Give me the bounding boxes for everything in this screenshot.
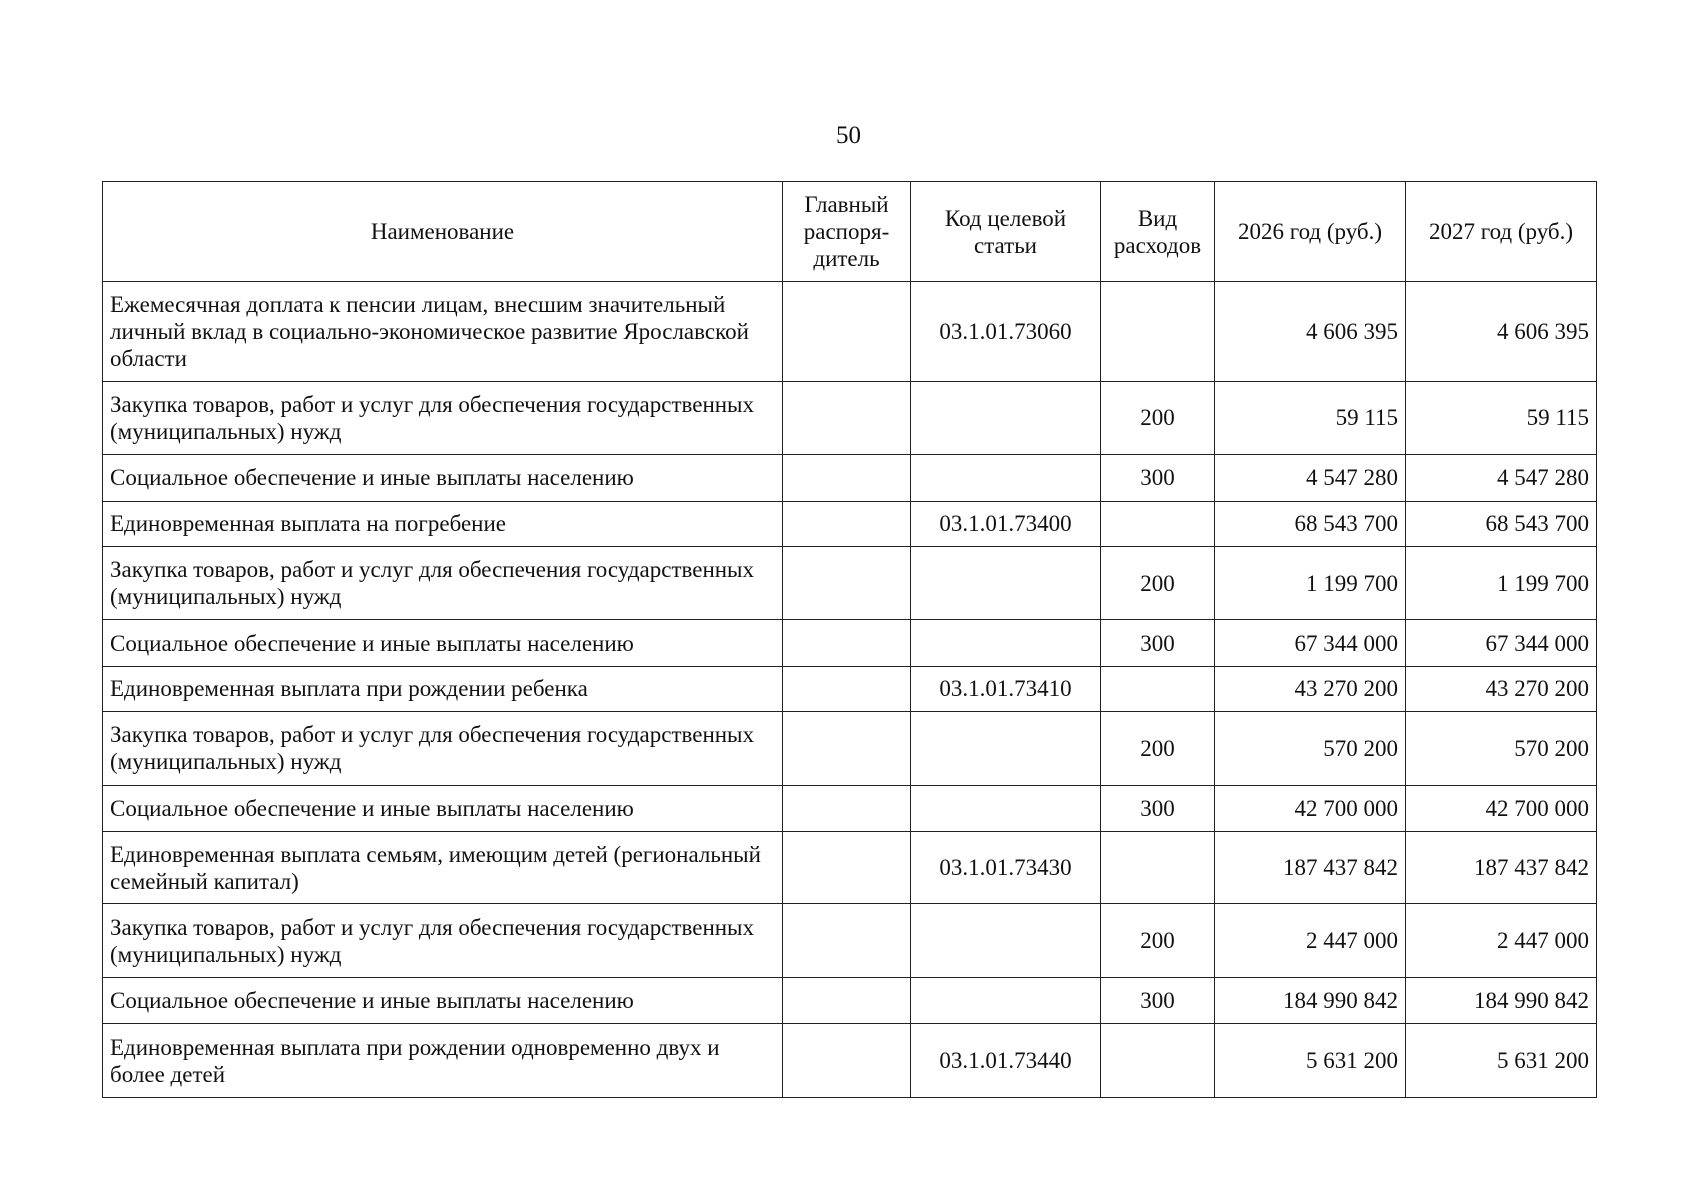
cell-2027: 1 199 700 <box>1406 546 1597 620</box>
cell-type <box>1101 501 1215 546</box>
cell-admin <box>783 978 911 1024</box>
table-row <box>103 904 1597 978</box>
table-row <box>103 455 1597 501</box>
cell-admin <box>783 1024 911 1098</box>
cell-name: Единовременная выплата при рождении одновременно двух и более детей <box>103 1024 783 1098</box>
cell-2026: 4 606 395 <box>1215 282 1406 382</box>
table-row <box>103 831 1597 904</box>
cell-name: Закупка товаров, работ и услуг для обеспечения государственных (муниципальных) нужд <box>103 546 783 620</box>
table-row <box>103 546 1597 620</box>
cell-2026: 42 700 000 <box>1215 785 1406 831</box>
header-admin: Главный распоря-дитель <box>783 182 911 282</box>
cell-code: 03.1.01.73410 <box>911 666 1101 711</box>
cell-name: Социальное обеспечение и иные выплаты населению <box>103 455 783 501</box>
cell-2027: 4 547 280 <box>1406 455 1597 501</box>
cell-type: 300 <box>1101 785 1215 831</box>
cell-2026: 43 270 200 <box>1215 666 1406 711</box>
cell-type <box>1101 666 1215 711</box>
cell-code <box>911 712 1101 786</box>
cell-admin <box>783 282 911 382</box>
cell-2027: 2 447 000 <box>1406 904 1597 978</box>
header-name: Наименование <box>103 182 783 282</box>
cell-admin <box>783 904 911 978</box>
cell-2027: 570 200 <box>1406 712 1597 786</box>
table-row <box>103 282 1597 382</box>
cell-2026: 1 199 700 <box>1215 546 1406 620</box>
cell-2026: 59 115 <box>1215 381 1406 455</box>
cell-2026: 2 447 000 <box>1215 904 1406 978</box>
table-header-row <box>103 182 1597 282</box>
cell-2026: 67 344 000 <box>1215 620 1406 666</box>
cell-2027: 43 270 200 <box>1406 666 1597 711</box>
cell-type: 200 <box>1101 381 1215 455</box>
cell-type: 300 <box>1101 620 1215 666</box>
cell-2026: 184 990 842 <box>1215 978 1406 1024</box>
table-row <box>103 666 1597 711</box>
cell-name: Единовременная выплата семьям, имеющим детей (региональный семейный капитал) <box>103 831 783 904</box>
cell-admin <box>783 455 911 501</box>
cell-name: Единовременная выплата на погребение <box>103 501 783 546</box>
table-row <box>103 712 1597 786</box>
cell-code <box>911 978 1101 1024</box>
header-code: Код целевой статьи <box>911 182 1101 282</box>
cell-name: Социальное обеспечение и иные выплаты населению <box>103 785 783 831</box>
header-type: Вид расходов <box>1101 182 1215 282</box>
cell-type: 300 <box>1101 978 1215 1024</box>
cell-type: 300 <box>1101 455 1215 501</box>
cell-type <box>1101 282 1215 382</box>
cell-admin <box>783 381 911 455</box>
table-row <box>103 501 1597 546</box>
table-row <box>103 1024 1597 1098</box>
cell-admin <box>783 666 911 711</box>
cell-code: 03.1.01.73440 <box>911 1024 1101 1098</box>
cell-code <box>911 620 1101 666</box>
table-row <box>103 381 1597 455</box>
cell-admin <box>783 831 911 904</box>
cell-admin <box>783 785 911 831</box>
cell-admin <box>783 712 911 786</box>
cell-name: Социальное обеспечение и иные выплаты населению <box>103 620 783 666</box>
budget-table <box>102 181 1597 1098</box>
cell-admin <box>783 546 911 620</box>
cell-name: Закупка товаров, работ и услуг для обеспечения государственных (муниципальных) нужд <box>103 381 783 455</box>
cell-admin <box>783 501 911 546</box>
cell-2026: 187 437 842 <box>1215 831 1406 904</box>
cell-name: Закупка товаров, работ и услуг для обеспечения государственных (муниципальных) нужд <box>103 712 783 786</box>
cell-name: Закупка товаров, работ и услуг для обеспечения государственных (муниципальных) нужд <box>103 904 783 978</box>
page-number: 50 <box>836 122 861 149</box>
cell-code <box>911 381 1101 455</box>
cell-2026: 4 547 280 <box>1215 455 1406 501</box>
cell-type <box>1101 831 1215 904</box>
cell-type: 200 <box>1101 904 1215 978</box>
table-body <box>103 282 1597 1098</box>
cell-2027: 187 437 842 <box>1406 831 1597 904</box>
cell-code: 03.1.01.73060 <box>911 282 1101 382</box>
cell-code: 03.1.01.73400 <box>911 501 1101 546</box>
header-2027: 2027 год (руб.) <box>1406 182 1597 282</box>
cell-2026: 5 631 200 <box>1215 1024 1406 1098</box>
cell-type: 200 <box>1101 712 1215 786</box>
cell-2027: 5 631 200 <box>1406 1024 1597 1098</box>
header-2026: 2026 год (руб.) <box>1215 182 1406 282</box>
cell-2027: 59 115 <box>1406 381 1597 455</box>
cell-2026: 68 543 700 <box>1215 501 1406 546</box>
cell-2027: 4 606 395 <box>1406 282 1597 382</box>
cell-code <box>911 546 1101 620</box>
cell-2027: 184 990 842 <box>1406 978 1597 1024</box>
table-row <box>103 978 1597 1024</box>
cell-name: Единовременная выплата при рождении ребенка <box>103 666 783 711</box>
cell-code <box>911 785 1101 831</box>
cell-name: Социальное обеспечение и иные выплаты населению <box>103 978 783 1024</box>
cell-2026: 570 200 <box>1215 712 1406 786</box>
cell-2027: 68 543 700 <box>1406 501 1597 546</box>
cell-admin <box>783 620 911 666</box>
cell-type <box>1101 1024 1215 1098</box>
cell-code <box>911 455 1101 501</box>
cell-code: 03.1.01.73430 <box>911 831 1101 904</box>
cell-name: Ежемесячная доплата к пенсии лицам, внесшим значительный личный вклад в социально-экономическое развитие Ярославской области <box>103 282 783 382</box>
cell-code <box>911 904 1101 978</box>
cell-2027: 67 344 000 <box>1406 620 1597 666</box>
table-row <box>103 620 1597 666</box>
cell-2027: 42 700 000 <box>1406 785 1597 831</box>
cell-type: 200 <box>1101 546 1215 620</box>
table-row <box>103 785 1597 831</box>
